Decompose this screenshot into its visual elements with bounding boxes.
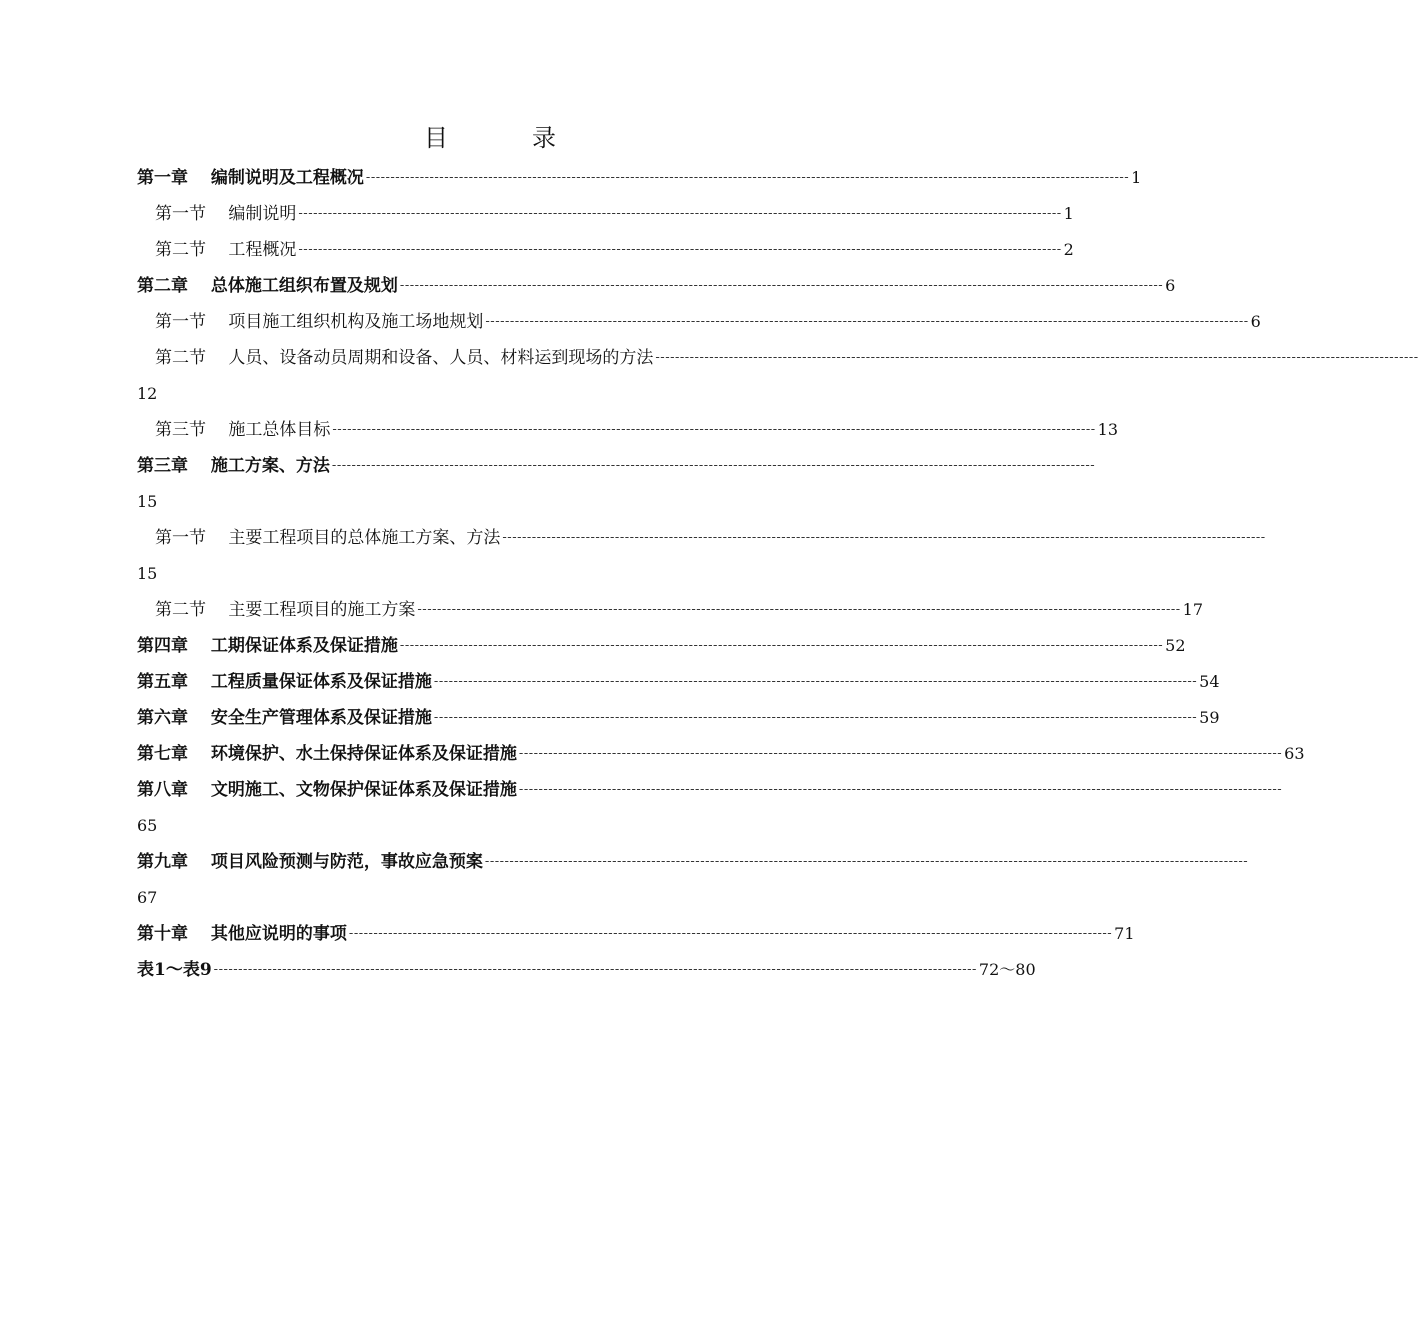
toc-entry-label: 第一章 编制说明及工程概况 — [137, 168, 364, 188]
toc-leader: ------------------------------------------------------------------------------------------------------------------------------------------------------------ — [399, 638, 1164, 653]
toc-leader: ------------------------------------------------------------------------------------------------------------------------------------------------------------ — [399, 278, 1164, 293]
toc-entry-label: 第九章 项目风险预测与防范，事故应急预案 — [137, 852, 483, 872]
toc-leader: ------------------------------------------------------------------------------------------------------------------------------------------------------------ — [298, 206, 1062, 221]
toc-page-number: 15 — [137, 564, 158, 583]
toc-entry-label: 第六章 安全生产管理体系及保证措施 — [137, 708, 432, 728]
toc-leader: ------------------------------------------------------------------------------------------------------------------------------------------------------------ — [298, 242, 1062, 257]
toc-entry-section-2-3[interactable] — [137, 412, 1119, 448]
toc-page-number: 72～80 — [978, 960, 1036, 979]
toc-entry-label: 第八章 文明施工、文物保护保证体系及保证措施 — [137, 780, 517, 800]
toc-entry-label: 第十章 其他应说明的事项 — [137, 924, 347, 944]
toc-leader: ------------------------------------------------------------------------------------------------------------------------------------------------------------ — [365, 170, 1130, 185]
toc-entry-label: 第四章 工期保证体系及保证措施 — [137, 636, 398, 656]
toc-leader: ------------------------------------------------------------------------------------------------------------------------------------------------------------ — [655, 350, 1419, 365]
toc-page-number: 63 — [1284, 744, 1305, 763]
toc-page-number: 6 — [1165, 276, 1176, 295]
toc-leader: ------------------------------------------------------------------------------------------------------------------------------------------------------------ — [331, 458, 1096, 473]
toc-entry-label: 第七章 环境保护、水土保持保证体系及保证措施 — [137, 744, 517, 764]
toc-page-number: 65 — [137, 816, 158, 835]
toc-title: 目 录 — [424, 124, 586, 152]
toc-entry-section-3-2[interactable] — [137, 592, 1204, 628]
toc-entry-label: 第三节 施工总体目标 — [155, 420, 331, 440]
toc-entry-chapter-10[interactable] — [137, 916, 1135, 952]
toc-page-number: 1 — [1131, 168, 1142, 187]
toc-entry-label: 第二节 人员、设备动员周期和设备、人员、材料运到现场的方法 — [155, 348, 654, 368]
toc-entry-chapter-8[interactable] — [137, 772, 1283, 808]
toc-entry-chapter-5[interactable] — [137, 664, 1220, 700]
toc-entry-section-3-1[interactable] — [137, 520, 1266, 556]
toc-page-number: 71 — [1114, 924, 1135, 943]
toc-entry-label: 第二章 总体施工组织布置及规划 — [137, 276, 398, 296]
toc-entry-chapter-1[interactable] — [137, 160, 1142, 196]
toc-page-number: 1 — [1063, 204, 1074, 223]
toc-page-number: 13 — [1097, 420, 1119, 439]
table-of-contents — [137, 160, 1419, 988]
toc-page-number: 52 — [1165, 636, 1186, 655]
toc-entry-label: 第一节 主要工程项目的总体施工方案、方法 — [155, 528, 501, 548]
toc-entry-chapter-6[interactable] — [137, 700, 1220, 736]
toc-page-number: 15 — [137, 492, 158, 511]
toc-entry-chapter-3[interactable] — [137, 448, 1096, 484]
toc-entry-label: 第一节 项目施工组织机构及施工场地规划 — [155, 312, 484, 332]
toc-leader: ------------------------------------------------------------------------------------------------------------------------------------------------------------ — [433, 710, 1198, 725]
toc-leader: ------------------------------------------------------------------------------------------------------------------------------------------------------------ — [417, 602, 1181, 617]
toc-entry-chapter-4[interactable] — [137, 628, 1186, 664]
toc-leader: ------------------------------------------------------------------------------------------------------------------------------------------------------------ — [348, 926, 1113, 941]
toc-leader: ------------------------------------------------------------------------------------------------------------------------------------------------------------ — [484, 854, 1249, 869]
toc-entry-section-2-1[interactable] — [137, 304, 1261, 340]
toc-page-number: 59 — [1199, 708, 1220, 727]
toc-leader: ------------------------------------------------------------------------------------------------------------------------------------------------------------ — [332, 422, 1096, 437]
toc-entry-label: 第二节 工程概况 — [155, 240, 297, 260]
toc-entry-tables[interactable] — [137, 952, 1036, 988]
toc-entry-label: 表1～表9 — [137, 960, 212, 980]
toc-entry-section-2-2[interactable] — [137, 340, 1419, 376]
toc-entry-chapter-7[interactable] — [137, 736, 1305, 772]
toc-page-number: 12 — [137, 384, 158, 403]
toc-leader: ------------------------------------------------------------------------------------------------------------------------------------------------------------ — [518, 746, 1283, 761]
toc-leader: ------------------------------------------------------------------------------------------------------------------------------------------------------------ — [213, 962, 977, 977]
toc-leader: ------------------------------------------------------------------------------------------------------------------------------------------------------------ — [518, 782, 1283, 797]
toc-leader: ------------------------------------------------------------------------------------------------------------------------------------------------------------ — [433, 674, 1198, 689]
toc-entry-label: 第一节 编制说明 — [155, 204, 297, 224]
toc-entry-label: 第三章 施工方案、方法 — [137, 456, 330, 476]
toc-page-number: 2 — [1063, 240, 1074, 259]
toc-leader: ------------------------------------------------------------------------------------------------------------------------------------------------------------ — [485, 314, 1249, 329]
toc-entry-chapter-9[interactable] — [137, 844, 1249, 880]
toc-entry-section-1-1[interactable] — [137, 196, 1074, 232]
toc-entry-label: 第五章 工程质量保证体系及保证措施 — [137, 672, 432, 692]
toc-entry-label: 第二节 主要工程项目的施工方案 — [155, 600, 416, 620]
toc-page-number: 17 — [1182, 600, 1204, 619]
toc-page-number: 6 — [1250, 312, 1261, 331]
toc-page-number: 67 — [137, 888, 158, 907]
toc-entry-chapter-2[interactable] — [137, 268, 1176, 304]
toc-leader: ------------------------------------------------------------------------------------------------------------------------------------------------------------ — [502, 530, 1266, 545]
toc-page-number: 54 — [1199, 672, 1220, 691]
toc-entry-section-1-2[interactable] — [137, 232, 1074, 268]
